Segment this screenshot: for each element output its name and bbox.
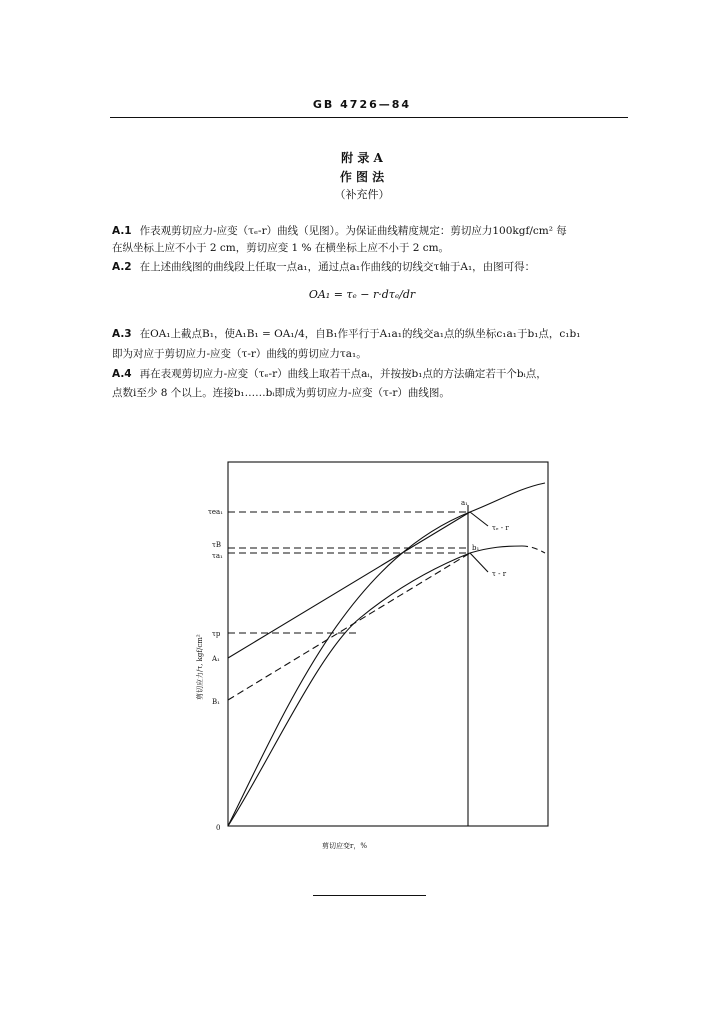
y-axis-label: 剪切应力/τ, kgf/cm²	[196, 634, 204, 700]
tick-tau-e: τea₁	[208, 508, 223, 516]
paragraph-a4-line2: 点数i至少 8 个以上。连接b₁……bᵢ即成为剪切应力-应变（τ-r）曲线图。	[112, 387, 450, 399]
paragraph-a1-line2: 在纵坐标上应不小于 2 cm，剪切应变 1 % 在横坐标上应不小于 2 cm。	[112, 242, 450, 254]
paragraph-a3-line2: 即为对应于剪切应力-应变（τ-r）曲线的剪切应力τa₁。	[112, 348, 367, 360]
tangent-line-a1	[228, 512, 470, 658]
clause-number: A.4	[112, 368, 132, 380]
x-axis-label: 剪切应变r，%	[322, 842, 367, 850]
origin-label: 0	[216, 824, 221, 832]
appendix-note: （补充件）	[334, 188, 390, 201]
clause-number: A.3	[112, 328, 132, 340]
parallel-line-b1	[228, 553, 470, 700]
paragraph-text: 再在表观剪切应力-应变（τₑ-r）曲线上取若干点aᵢ，并按按b₁点的方法确定若干个bᵢ点，	[139, 368, 547, 380]
legend-leader-t	[470, 553, 488, 572]
plot-frame	[228, 462, 548, 826]
tick-A1: A₁	[212, 655, 220, 663]
standard-number: GB 4726—84	[312, 98, 412, 111]
tick-tau-b: τB	[212, 541, 222, 549]
formula: OA₁ = τₑ − r·dτₑ/dr	[308, 288, 416, 301]
clause-number: A.2	[112, 261, 132, 273]
paragraph-text: 在OA₁上截点B₁，使A₁B₁ = OA₁/4，自B₁作平行于A₁a₁的线交a₁点的纵坐标c₁a₁于b₁点，c₁b₁	[139, 328, 581, 340]
appendix-title: 附 录 A	[341, 151, 383, 165]
tick-tau-a: τa₁	[212, 552, 223, 560]
point-b1-label: b₁	[472, 544, 480, 552]
legend-leader-te	[470, 512, 488, 526]
appendix-subtitle: 作 图 法	[339, 170, 385, 184]
legend-te-r: τₑ - r	[492, 524, 509, 532]
legend-t-r: τ - r	[492, 570, 507, 578]
clause-number: A.1	[112, 225, 132, 237]
tick-tau-p: τp	[212, 630, 221, 638]
curve-t-r-extension	[522, 546, 545, 553]
curve-te-r	[228, 483, 545, 826]
tick-B1: B₁	[212, 698, 220, 706]
curve-t-r	[228, 546, 522, 826]
paragraph-text: 在上述曲线图的曲线段上任取一点a₁，通过点a₁作曲线的切线交τ轴于A₁，由图可得：	[139, 261, 536, 273]
footer-rule	[313, 895, 426, 896]
paragraph-text: 作表观剪切应力-应变（τₑ-r）曲线（见图）。为保证曲线精度规定：剪切应力100kgf/cm² 每	[139, 225, 567, 237]
point-a1-label: a₁	[461, 499, 468, 507]
